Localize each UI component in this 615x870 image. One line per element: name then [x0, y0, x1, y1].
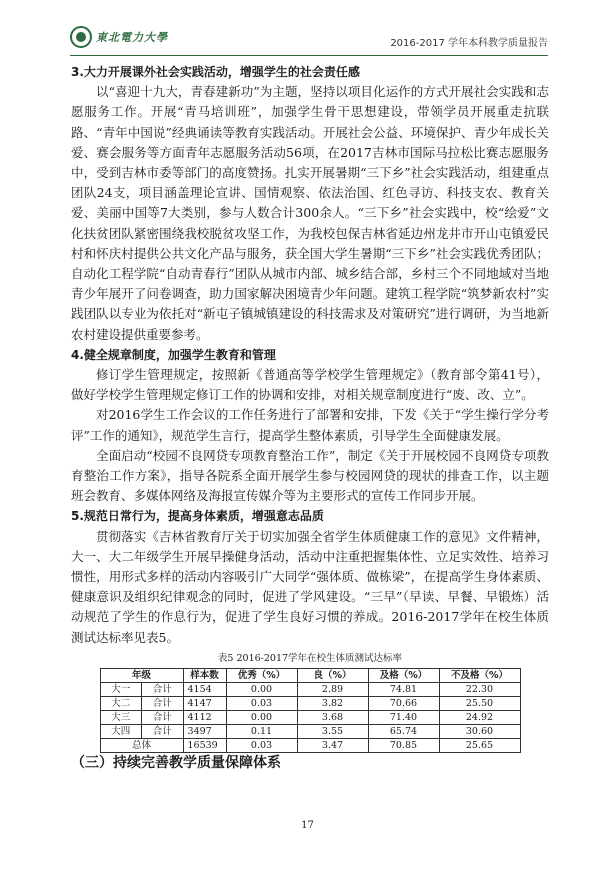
cell-pass: 74.81 — [368, 682, 439, 696]
cell-good: 3.82 — [297, 696, 368, 710]
fitness-table — [100, 668, 521, 753]
heading-4: 4.健全规章制度，加强学生教育和管理 — [71, 347, 276, 362]
university-logo — [70, 26, 168, 48]
cell-sub: 合计 — [142, 696, 184, 710]
cell-sub: 合计 — [142, 682, 184, 696]
logo-text: 東北電力大學 — [96, 31, 168, 44]
page-body — [71, 62, 549, 773]
col-fail: 不及格（%） — [439, 668, 520, 682]
cell-good: 3.47 — [297, 738, 368, 752]
cell-grade: 大四 — [100, 724, 142, 738]
table-row — [100, 696, 520, 710]
cell-sub: 合计 — [142, 724, 184, 738]
section-title: （三）持续完善教学质量保障体系 — [71, 754, 281, 771]
heading-3: 3.大力开展课外社会实践活动，增强学生的社会责任感 — [71, 65, 360, 79]
header-divider — [70, 55, 548, 56]
cell-n: 16539 — [183, 738, 226, 752]
table-row — [100, 724, 520, 738]
paragraph-4c: 全面启动“校园不良网贷专项教育整治工作”，制定《关于开展校园不良网贷专项教育整治工作方案》，指导各院系全面开展学生参与校园网贷的现状的排查工作，以主题班会教育、多媒体网络及海报宣传媒介等为主要形式的宣传工作同步开展。 — [71, 447, 549, 504]
cell-grade: 大一 — [100, 682, 142, 696]
cell-pass: 71.40 — [368, 710, 439, 724]
paragraph-3a: 以“喜迎十九大，青春建新功”为主题，坚持以项目化运作的方式开展社会实践和志愿服务工作。开展“青马培训班”，加强学生骨干思想建设，带领学员开展重走抗联路、“青年中国说”经典诵读等教育实践活动。开展社会公益、环境保护、青少年成长关爱、赛会服务等方面青年志愿服务活动56项，在2017吉林市国际马拉松比赛志愿服务中，受到吉林市委等部门的高度赞扬。扎实开展暑期“三下乡”社会实践活动，组建重点团队24支，项目涵盖理论宣讲、国情观察、依法治国、红色寻访、科技支农、教育关爱、美丽中国等7大类别，参与人数合计300余人。“三下乡”社会实践中，校“绘爱”文化扶贫团队紧密围绕我校脱贫攻坚工作，为我校包保吉林省延边州龙井市开山屯镇爱民村和怀庆村提供公共文化产品与服务，获全国大学生暑期“三下乡”社会实践优秀团队；自动化工程学院“自动青春行”团队从城市内部、城乡结合部，乡村三个不同地域对当地青少年展开了问卷调查，助力国家解决困境青少年问题。建筑工程学院“筑梦新农村”实践团队以专业为依托对“新屯子镇城镇建设的科技需求及对策研究”进行调研，为当地新农村建设提供重要参考。 — [71, 84, 549, 342]
cell-n: 4112 — [183, 710, 226, 724]
table-row — [100, 710, 520, 724]
paragraph-4a: 修订学生管理规定，按照新《普通高等学校学生管理规定》（教育部令第41号），做好学校学生管理规定修订工作的协调和安排，对相关规章制度进行“废、改、立”。 — [71, 367, 549, 403]
table-header-row — [100, 668, 520, 682]
paragraph-4b: 对2016学生工作会议的工作任务进行了部署和安排，下发《关于“学生操行学分考评”工作的通知》，规范学生言行，提高学生整体素质，引导学生全面健康发展。 — [71, 407, 549, 443]
cell-total-label: 总体 — [100, 738, 183, 752]
heading-5: 5.规范日常行为，提高身体素质，增强意志品质 — [71, 509, 324, 524]
cell-grade: 大二 — [100, 696, 142, 710]
page-number: 17 — [301, 820, 314, 831]
cell-excellent: 0.03 — [226, 738, 297, 752]
col-pass: 及格（%） — [368, 668, 439, 682]
col-excellent: 优秀（%） — [226, 668, 297, 682]
cell-excellent: 0.03 — [226, 696, 297, 710]
report-title: 2016-2017 学年本科教学质量报告 — [390, 38, 548, 49]
cell-good: 3.55 — [297, 724, 368, 738]
cell-fail: 24.92 — [439, 710, 520, 724]
cell-pass: 70.66 — [368, 696, 439, 710]
university-seal-icon — [70, 26, 92, 48]
cell-pass: 70.85 — [368, 738, 439, 752]
cell-good: 3.68 — [297, 710, 368, 724]
page-header — [70, 26, 548, 52]
col-sample: 样本数 — [183, 668, 226, 682]
table-row — [100, 682, 520, 696]
cell-excellent: 0.00 — [226, 682, 297, 696]
cell-excellent: 0.11 — [226, 724, 297, 738]
paragraph-5a: 贯彻落实《吉林省教育厅关于切实加强全省学生体质健康工作的意见》文件精神，大一、大二年级学生开展早操健身活动，活动中注重把握集体性、立足实效性、培养习惯性，用形式多样的活动内容吸引广大同学“强体质、做栋梁”，在提高学生身体素质、健康意识及组织纪律观念的同时，促进了学风建设。“三早”（早读、早餐、早锻炼）活动规范了学生的作息行为，促进了学生良好习惯的养成。2016-2017学年在校生体质测试达标率见表5。 — [71, 528, 549, 645]
cell-n: 4154 — [183, 682, 226, 696]
col-good: 良（%） — [297, 668, 368, 682]
cell-fail: 25.50 — [439, 696, 520, 710]
col-grade: 年级 — [100, 668, 183, 682]
cell-sub: 合计 — [142, 710, 184, 724]
cell-good: 2.89 — [297, 682, 368, 696]
cell-n: 4147 — [183, 696, 226, 710]
cell-n: 3497 — [183, 724, 226, 738]
cell-fail: 22.30 — [439, 682, 520, 696]
table-caption: 表5 2016-2017学年在校生体质测试达标率 — [217, 652, 403, 664]
cell-pass: 65.74 — [368, 724, 439, 738]
cell-excellent: 0.00 — [226, 710, 297, 724]
cell-grade: 大三 — [100, 710, 142, 724]
table-total-row — [100, 738, 520, 752]
cell-fail: 30.60 — [439, 724, 520, 738]
cell-fail: 25.65 — [439, 738, 520, 752]
